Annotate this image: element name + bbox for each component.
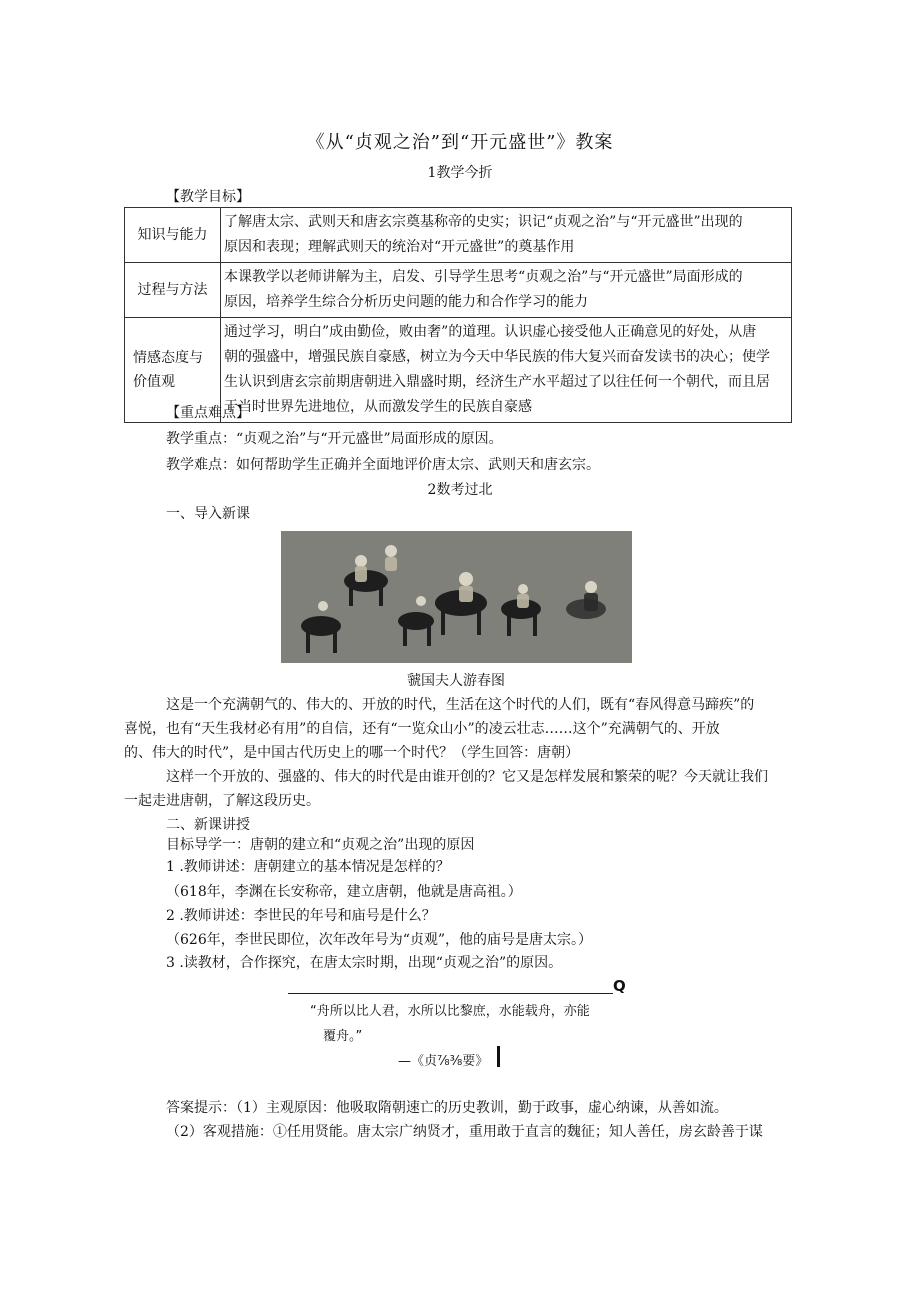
document-title: 《从“贞观之治”到“开元盛世”》教案 [306,132,614,153]
goal-label-process: 过程与方法 [125,263,221,318]
quote-bar [497,1046,500,1067]
table-row [125,263,792,318]
intro-line: 这样一个开放的、强盛的、伟大的时代是由谁开创的？它又是怎样发展和繁荣的呢？今天就让我们 [166,769,768,785]
target-1: 目标导学一：唐朝的建立和“贞观之治”出现的原因 [166,837,475,853]
key-point: 教学重点：“贞观之治”与“开元盛世”局面形成的原因。 [166,431,503,447]
table-line: 于当时世界先进地位，从而激发学生的民族自豪感 [224,399,532,415]
table-row [125,208,792,263]
goal-content-process [221,263,792,318]
answer-hint: 答案提示：（1）主观原因：他吸取隋朝速亡的历史教训，勤于政事，虚心纳谏，从善如流。 [166,1100,728,1116]
goal-content-emotion [221,318,792,423]
table-line: 生认识到唐玄宗前期唐朝进入鼎盛时期，经济生产水平超过了以往任何一个朝代，而且居 [224,374,770,390]
part2-heading: 二、新课讲授 [166,817,250,833]
label-line: 情感态度与 [133,350,203,366]
painting-illustration [281,531,632,663]
table-line: 原因，培养学生综合分析历史问题的能力和合作学习的能力 [224,294,588,310]
table-line: 朝的强盛中，增强民族自豪感，树立为今天中华民族的伟大复兴而奋发读书的决心；使学 [224,349,770,365]
label-line: 价值观 [133,374,175,390]
section-heading-2: 2数考过北 [427,482,493,498]
question-3: 3 .读教材，合作探究，在唐太宗时期，出现“贞观之治”的原因。 [166,955,563,971]
image-caption: 虢国夫人游春图 [407,673,505,689]
intro-line: 一起走进唐朝，了解这段历史。 [124,793,320,809]
question-2: 2 .教师讲述：李世民的年号和庙号是什么？ [166,908,436,924]
intro-line: 喜悦，也有“天生我材必有用”的自信，还有“一览众山小”的凌云壮志……这个”充满朝气的、开放 [124,721,720,737]
key-heading: 【重点难点】 [166,405,250,421]
goal-label-knowledge: 知识与能力 [125,208,221,263]
intro-line: 的、伟大的时代”，是中国古代历史上的哪一个时代？（学生回答：唐朝） [124,745,580,761]
question-1: 1 .教师讲述：唐朝建立的基本情况是怎样的？ [166,859,450,875]
table-line: 原因和表现；理解武则天的统治对“开元盛世”的奠基作用 [224,239,575,255]
table-line: 通过学习，明白”成由勤俭，败由奢”的道理。认识虚心接受他人正确意见的好处，从唐 [224,324,757,340]
goal-content-knowledge [221,208,792,263]
section-heading-1: 1教学今折 [427,165,493,181]
answer-2: （626年，李世民即位，次年改年号为“贞观”，他的庙号是唐太宗。） [166,932,593,948]
painting-image [281,531,632,663]
difficult-point: 教学难点：如何帮助学生正确并全面地评价唐太宗、武则天和唐玄宗。 [166,457,600,473]
table-line: 本课教学以老师讲解为主，启发、引导学生思考“贞观之治”与“开元盛世”局面形成的 [224,269,743,285]
quote-mark: Q [613,977,626,995]
quote-line: 覆舟。” [323,1029,363,1044]
table-line: 了解唐太宗、武则天和唐玄宗奠基称帝的史实；识记“贞观之治”与“开元盛世”出现的 [224,214,743,230]
teaching-goals-table [124,207,792,423]
quote-source: —《贞⅞⅜要》 [398,1054,489,1069]
intro-line: 这是一个充满朝气的、伟大的、开放的时代，生活在这个时代的人们，既有“春风得意马蹄疾”的 [166,697,755,713]
quote-rule [288,993,613,994]
goals-heading: 【教学目标】 [166,189,250,205]
answer-1: （618年，李渊在长安称帝，建立唐朝，他就是唐高祖。） [166,884,522,900]
quote-line: “舟所以比人君，水所以比黎庶，水能载舟，亦能 [310,1004,590,1019]
part1-heading: 一、导入新课 [166,506,250,522]
answer-hint-2: （2）客观措施：①任用贤能。唐太宗广纳贤才，重用敢于直言的魏征；知人善任，房玄龄善于谋 [166,1124,763,1140]
